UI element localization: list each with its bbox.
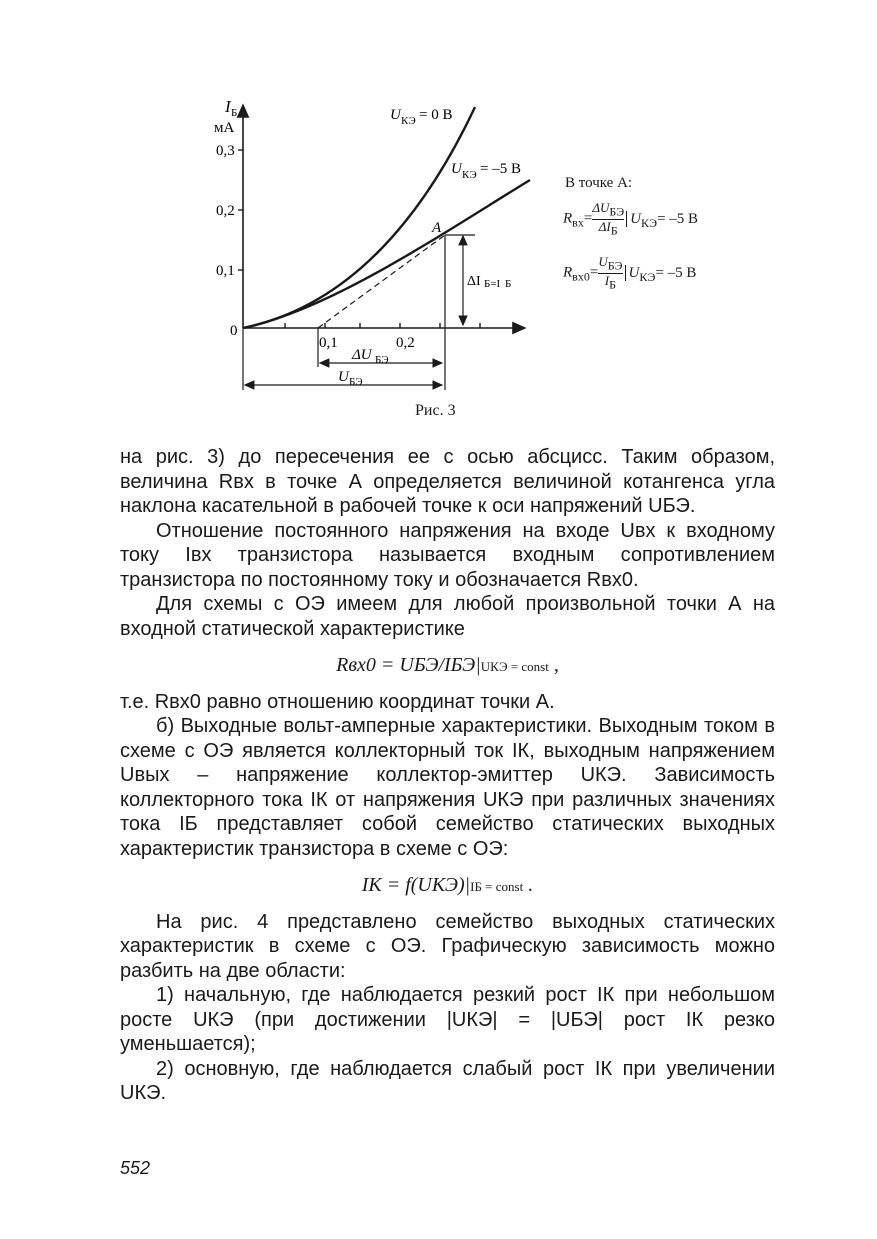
y-axis-sub: Б bbox=[231, 107, 238, 119]
delta-ib-sub2: Б bbox=[505, 278, 512, 290]
paragraph: т.е. Rвх0 равно отношению координат точки А. bbox=[120, 690, 555, 713]
curve2-symbol: U bbox=[451, 161, 462, 177]
y-tick-label: 0 bbox=[230, 323, 238, 339]
note-rvx0-formula: $R_{вх0}=$ $U_{БЭ}$ $I_Б$ $U_{КЭ}= -5$ В bbox=[563, 254, 697, 292]
y-unit: мА bbox=[214, 120, 235, 136]
y-tick-label: 0,1 bbox=[216, 263, 235, 279]
point-a-label: A bbox=[432, 220, 442, 236]
x-tick-label: 0,2 bbox=[396, 335, 415, 351]
curve1-value: = 0 В bbox=[419, 107, 453, 123]
curve-uke-0 bbox=[243, 107, 475, 328]
x-tick-label: 0,1 bbox=[319, 335, 338, 351]
curve1-symbol: U bbox=[390, 107, 401, 123]
delta-u-sub: БЭ bbox=[375, 354, 389, 366]
paragraph: 1) начальную, где наблюдается резкий рост IК при небольшом росте UКЭ (при достижении |UКЭ| = |UБЭ| рост IК резко уменьшается); bbox=[120, 984, 775, 1055]
paragraph: Отношение постоянного напряжения на входе Uвх к входному току Iвх транзистора называется входным сопротивлением транзистора по постоянному току и обозначается Rвх0. bbox=[120, 519, 775, 591]
y-tick-label: 0,2 bbox=[216, 203, 235, 219]
y-axis-symbol: I bbox=[225, 97, 231, 116]
paragraph: 2) основную, где наблюдается слабый рост IК при увеличении UКЭ. bbox=[120, 1057, 775, 1104]
y-tick-label: 0,3 bbox=[216, 143, 235, 159]
curve2-value: = –5 В bbox=[480, 161, 521, 177]
paragraph: на рис. 3) до пересечения ее с осью абсцисс. Таким образом, величина Rвх в точке А определяется величиной котангенса угла наклона касательной в рабочей точке к оси напряжений UБЭ. bbox=[120, 446, 775, 517]
body-text bbox=[120, 445, 775, 1106]
figure-caption: Рис. 3 bbox=[415, 402, 456, 419]
figure-3 bbox=[200, 95, 720, 425]
u-be-sub: БЭ bbox=[349, 376, 363, 388]
note-rvx-formula: $R_{вх}=$ $\Delta U_{БЭ}$ $\Delta I_Б$ $U_{КЭ}= -5$ В bbox=[563, 200, 699, 238]
page-number: 552 bbox=[120, 1158, 151, 1178]
curve1-sub: КЭ bbox=[401, 115, 416, 127]
paragraph: На рис. 4 представлено семейство выходных статических характеристик в схеме с ОЭ. Графическую зависимость можно разбить на две области: bbox=[120, 910, 775, 982]
curve-uke-minus5 bbox=[243, 180, 530, 328]
paragraph: б) Выходные вольт-амперные характеристики. Выходным током в схеме с ОЭ является коллекторный ток IК, выходным напряжением Uвых – напряжение коллектор-эмиттер UКЭ. Зависимость коллекторного тока IК от напряжения UКЭ при различных значениях тока IБ представляет собой семейство статических выходных характеристик транзистора в схеме с ОЭ: bbox=[120, 715, 775, 860]
note-title: В точке А: bbox=[565, 175, 633, 191]
delta-u-label: ΔU bbox=[352, 347, 372, 363]
paragraph: Для схемы с ОЭ имеем для любой произвольной точки А на входной статической характеристике bbox=[120, 593, 775, 640]
u-be-label: U bbox=[338, 369, 349, 385]
curve2-sub: КЭ bbox=[462, 169, 477, 181]
delta-ib-label: ΔI bbox=[467, 274, 481, 289]
formula-rvx0: Rвх0 = UБЭ/IБЭ|UКЭ = const , bbox=[336, 654, 559, 676]
formula-ik: IК = f(UКЭ)|IБ = const . bbox=[361, 874, 534, 896]
delta-ib-eq: Б=I bbox=[484, 278, 501, 290]
